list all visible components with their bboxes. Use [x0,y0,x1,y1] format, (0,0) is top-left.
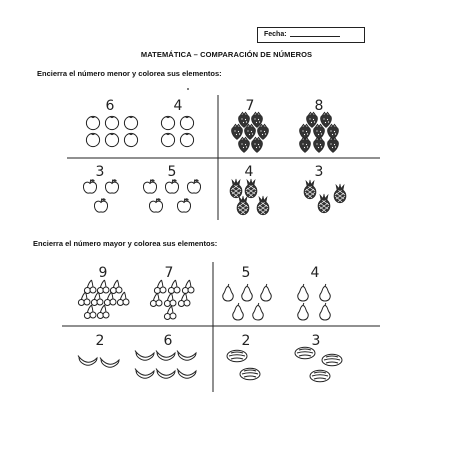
number-circle-target[interactable]: 7 [164,265,174,281]
fruit-group-right[interactable] [295,347,342,382]
melon-icon [240,368,260,380]
apple-icon [83,180,96,194]
banana-icon [100,358,119,368]
orange-icon [180,116,193,129]
orange-icon [105,133,118,146]
strawberry-icon [307,113,318,128]
number-circle-target[interactable]: 5 [241,265,251,281]
fruit-group-left[interactable] [78,356,119,368]
fruit-group-left[interactable] [232,113,269,153]
cherry-icon [182,280,194,294]
cherry-icon [154,280,166,294]
strawberry-icon [328,138,339,153]
cherry-icon [84,280,96,294]
pear-icon [320,284,330,301]
melon-icon [310,370,330,382]
orange-icon [105,116,118,129]
orange-icon [180,133,193,146]
pineapple-icon [237,196,249,215]
strawberry-icon [314,125,325,140]
fruit-group-left[interactable] [227,350,260,380]
melon-icon [295,347,315,359]
pear-icon [233,303,243,320]
number-circle-target[interactable]: 4 [173,98,183,114]
pineapple-icon [230,179,242,198]
pear-icon [298,284,308,301]
apple-icon [94,199,107,213]
number-circle-target[interactable]: 8 [314,98,324,114]
apple-icon [143,180,156,194]
cherry-icon [97,280,109,294]
pear-icon [298,303,308,320]
pear-icon [261,284,271,301]
number-circle-target[interactable]: 6 [163,333,173,349]
strawberry-icon [300,138,311,153]
cell-strawberries [232,98,339,153]
number-circle-target[interactable]: 5 [167,164,177,180]
cell-melons [227,333,342,382]
fruit-group-left[interactable] [83,180,118,213]
apple-icon [177,199,190,213]
orange-icon [124,116,137,129]
pineapple-icon [304,180,316,199]
fruit-group-right[interactable] [135,351,196,379]
orange-icon [161,133,174,146]
number-circle-target[interactable]: 2 [95,333,105,349]
pineapple-icon [334,184,346,203]
cherry-icon [117,292,129,306]
date-label: Fecha: [264,31,287,38]
melon-icon [227,350,247,362]
banana-icon [177,351,196,361]
pear-icon [242,284,252,301]
strawberry-icon [258,125,269,140]
number-circle-target[interactable]: 3 [311,333,321,349]
banana-icon [135,369,154,379]
cell-apples [83,164,200,212]
pear-icon [320,303,330,320]
cell-oranges [86,98,193,147]
cherry-icon [164,293,176,307]
number-circle-target[interactable]: 7 [245,98,255,114]
fruit-group-right[interactable] [150,280,194,320]
pineapple-icon [318,194,330,213]
orange-icon [124,133,137,146]
cherry-icon [164,306,176,320]
instruction-smaller: Encierra el número menor y colorea sus elementos: [37,69,222,78]
strawberry-icon [232,125,243,140]
fruit-group-right[interactable] [161,116,193,146]
cherry-icon [97,305,109,319]
fruit-group-left[interactable] [230,179,269,215]
fruit-group-right[interactable] [300,113,339,153]
number-circle-target[interactable]: 3 [314,164,324,180]
cherry-icon [78,292,90,306]
strawberry-icon [328,125,339,140]
cherry-icon [168,280,180,294]
orange-icon [161,116,174,129]
number-circle-target[interactable]: 6 [105,98,115,114]
cherry-icon [91,292,103,306]
number-circle-target[interactable]: 2 [241,333,251,349]
banana-icon [135,351,154,361]
strawberry-icon [314,138,325,153]
cell-pears [223,265,330,320]
number-circle-target[interactable]: 3 [95,164,105,180]
apple-icon [165,180,178,194]
fruit-group-right[interactable] [143,180,200,213]
number-circle-target[interactable]: 4 [244,164,254,180]
number-circle-target[interactable]: 4 [310,265,320,281]
apple-icon [187,180,200,194]
melon-icon [322,354,342,366]
banana-icon [177,369,196,379]
fruit-group-left[interactable] [86,116,137,146]
strawberry-icon [321,113,332,128]
orange-icon [86,133,99,146]
fruit-group-right[interactable] [304,180,346,213]
instruction-larger: Encierra el número mayor y colorea sus elementos: [33,239,218,248]
banana-icon [78,356,97,366]
fruit-group-right[interactable] [298,284,330,320]
worksheet-title: MATEMÁTICA – COMPARACIÓN DE NÚMEROS [140,50,313,59]
fruit-group-left[interactable] [78,280,129,319]
cell-pineapples [230,164,346,215]
number-circle-target[interactable]: 9 [98,265,108,281]
cherry-icon [110,280,122,294]
pear-icon [253,303,263,320]
strawberry-icon [300,125,311,140]
apple-icon [149,199,162,213]
banana-icon [156,369,175,379]
cherry-icon [104,292,116,306]
cell-cherries [78,265,194,320]
section-2-grid [62,262,380,392]
cherry-icon [150,293,162,307]
pineapple-icon [245,179,257,198]
pineapple-icon [257,196,269,215]
pear-icon [223,284,233,301]
strawberry-icon [252,138,263,153]
cherry-icon [178,293,190,307]
cell-bananas [78,333,196,378]
banana-icon [156,351,175,361]
strawberry-icon [239,138,250,153]
cherry-icon [84,305,96,319]
apple-icon [105,180,118,194]
fruit-group-left[interactable] [223,284,271,320]
stray-dot [187,88,189,90]
orange-icon [86,116,99,129]
strawberry-icon [245,125,256,140]
